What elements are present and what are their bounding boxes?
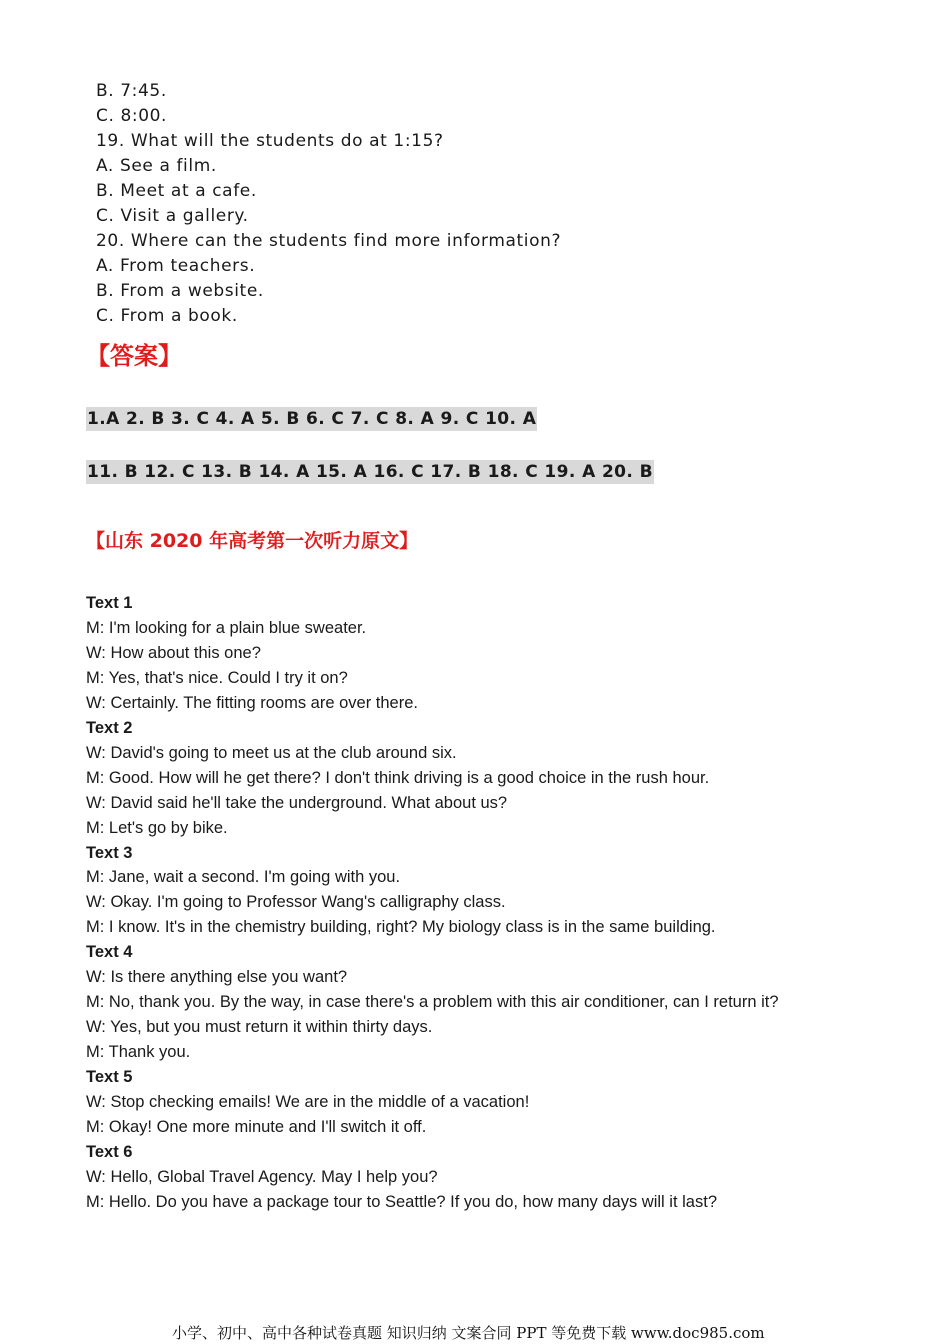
answer-heading: 【答案】: [86, 342, 182, 370]
question-line: B. 7:45.: [96, 81, 167, 101]
dialogue-line: W: Is there anything else you want?: [86, 968, 348, 987]
text-heading: Text 5: [86, 1068, 133, 1087]
dialogue-line: M: Jane, wait a second. I'm going with you.: [86, 868, 401, 887]
dialogue-line: W: Hello, Global Travel Agency. May I help you?: [86, 1167, 438, 1186]
question-line: C. From a book.: [96, 306, 238, 326]
dialogue-line: M: I'm looking for a plain blue sweater.: [86, 618, 367, 637]
question-line: 19. What will the students do at 1:15?: [96, 131, 444, 151]
dialogue-line: M: I know. It's in the chemistry building, right? My biology class is in the same building.: [86, 918, 716, 937]
dialogue-line: W: Stop checking emails! We are in the middle of a vacation!: [86, 1093, 530, 1111]
dialogue-line: M: Hello. Do you have a package tour to Seattle? If you do, how many days will it last?: [86, 1192, 717, 1211]
dialogue-line: M: Let's go by bike.: [86, 818, 228, 837]
question-line: C. 8:00.: [96, 106, 168, 126]
text-heading: Text 6: [86, 1142, 133, 1161]
transcript-section-title: 【山东 2020 年高考第一次听力原文】: [86, 530, 419, 552]
dialogue-line: W: Yes, but you must return it within thirty days.: [86, 1018, 433, 1037]
dialogue-line: W: David said he'll take the underground. What about us?: [86, 793, 508, 812]
dialogue-line: M: Good. How will he get there? I don't think driving is a good choice in the rush hour.: [86, 768, 710, 787]
page-footer: 小学、初中、高中各种试卷真题 知识归纳 文案合同 PPT 等免费下载 www.doc985.com: [172, 1324, 765, 1342]
question-line: B. From a website.: [96, 281, 264, 301]
question-line: A. See a film.: [96, 156, 217, 176]
text-heading: Text 3: [86, 843, 133, 862]
text-heading: Text 1: [86, 594, 133, 612]
question-line: A. From teachers.: [96, 256, 256, 276]
answer-key-row: 11. B 12. C 13. B 14. A 15. A 16. C 17. B 18. C 19. A 20. B: [87, 462, 653, 482]
dialogue-line: W: David's going to meet us at the club around six.: [86, 743, 457, 762]
dialogue-line: W: Certainly. The fitting rooms are over there.: [86, 693, 418, 712]
dialogue-line: M: Okay! One more minute and I'll switch it off.: [86, 1117, 427, 1136]
dialogue-line: M: No, thank you. By the way, in case there's a problem with this air conditioner, can I return it?: [86, 993, 779, 1012]
question-line: C. Visit a gallery.: [96, 206, 249, 226]
text-heading: Text 4: [86, 943, 133, 962]
dialogue-line: W: How about this one?: [86, 643, 261, 662]
question-line: B. Meet at a cafe.: [96, 181, 257, 201]
dialogue-line: W: Okay. I'm going to Professor Wang's calligraphy class.: [86, 893, 506, 912]
text-heading: Text 2: [86, 718, 133, 737]
question-line: 20. Where can the students find more information?: [96, 231, 562, 251]
answer-key-row: 1.A 2. B 3. C 4. A 5. B 6. C 7. C 8. A 9. C 10. A: [87, 409, 537, 429]
dialogue-line: M: Thank you.: [86, 1043, 191, 1062]
dialogue-line: M: Yes, that's nice. Could I try it on?: [86, 668, 348, 687]
